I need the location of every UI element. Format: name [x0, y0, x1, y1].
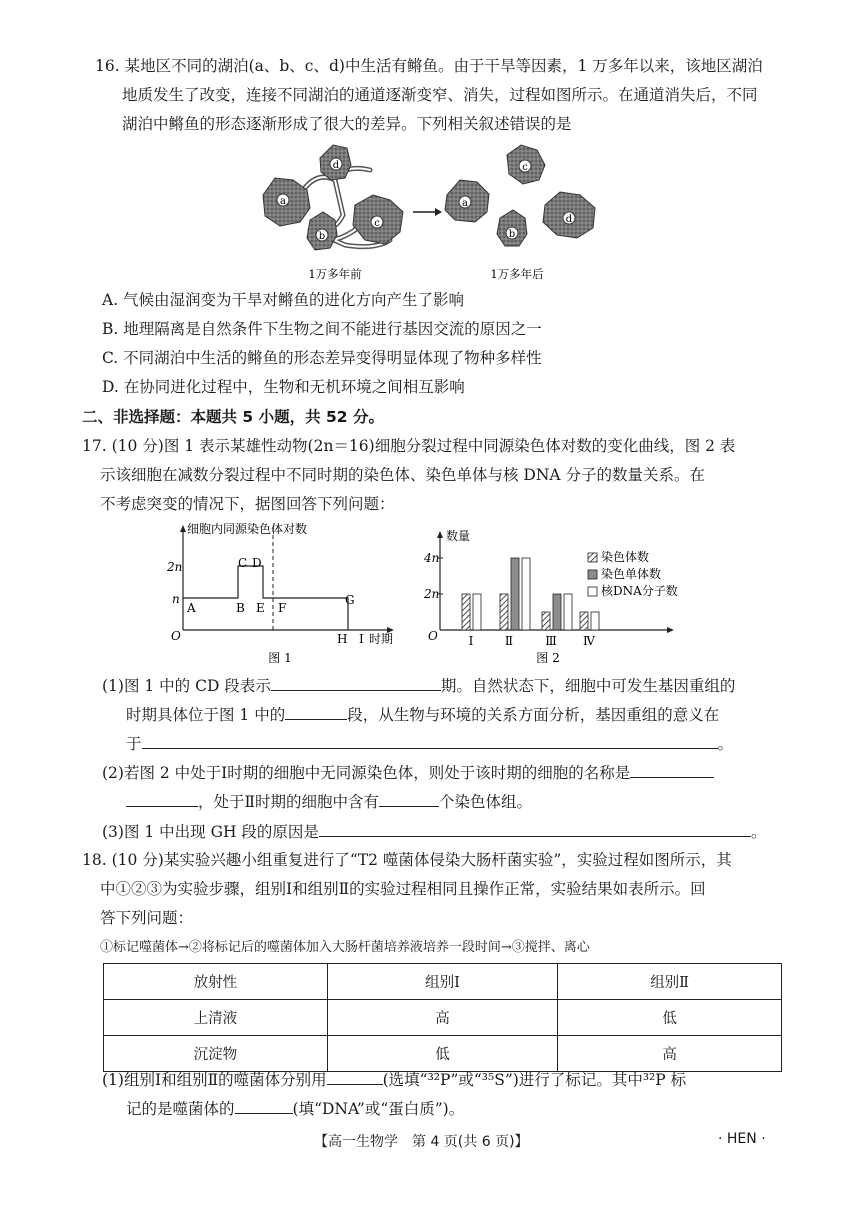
bar-group — [462, 558, 599, 630]
answer-blank[interactable] — [379, 788, 439, 807]
category-label: Ⅳ — [583, 634, 595, 648]
q16-option-c: C. 不同湖泊中生活的鳉鱼的形态差异变得明显体现了物种多样性 — [102, 349, 542, 367]
table-cell: 上清液 — [104, 1000, 328, 1036]
answer-blank[interactable] — [142, 730, 718, 749]
q17-sub2-line1 — [102, 759, 714, 786]
origin-label: O — [171, 629, 181, 643]
bar — [511, 558, 519, 630]
q18-sub1-line2 — [126, 1095, 464, 1122]
fig1-xlabel: 时期 — [369, 632, 394, 646]
point-label: I — [359, 632, 364, 646]
answer-blank[interactable] — [126, 788, 198, 807]
bar — [462, 594, 470, 630]
figure-1-chart — [165, 520, 410, 668]
text: ，处于Ⅱ时期的细胞中含有 — [198, 793, 380, 811]
text: 时期具体位于图 1 中的 — [126, 706, 286, 724]
point-label: F — [278, 601, 287, 615]
section-heading: 二、非选择题：本题共 5 小题，共 52 分。 — [82, 408, 384, 426]
q17-sub2-line2 — [126, 788, 532, 815]
tick-2n: 2n — [167, 560, 183, 574]
text: (填“DNA”或“蛋白质”)。 — [292, 1100, 465, 1118]
lake-label: d — [332, 160, 340, 171]
lake-label: d — [565, 214, 573, 225]
bar — [542, 612, 550, 630]
lake-label: c — [522, 162, 528, 173]
text: 个染色体组。 — [439, 793, 533, 811]
legend-swatch — [588, 570, 597, 579]
q18-line-1: 18. (10 分)某实验兴趣小组重复进行了“T2 噬菌体侵染大肠杆菌实验”，实验过程如图所示，其 — [82, 851, 732, 869]
answer-blank[interactable] — [630, 759, 714, 778]
q16-line-3: 湖泊中鳉鱼的形态逐渐形成了很大的差异。下列相关叙述错误的是 — [122, 115, 572, 133]
table-cell: 高 — [558, 1036, 782, 1072]
table-cell: 低 — [327, 1036, 558, 1072]
q18-line-3: 答下列问题： — [100, 909, 194, 927]
q16-option-b: B. 地理隔离是自然条件下生物之间不能进行基因交流的原因之一 — [102, 320, 542, 338]
q17-line-3: 不考虑突变的情况下，据图回答下列问题： — [100, 495, 395, 513]
lake-a-before — [263, 178, 310, 226]
bar — [591, 612, 599, 630]
table-header-cell: 组别Ⅰ — [327, 964, 558, 1000]
figure-2-chart — [420, 528, 695, 668]
point-label: D — [252, 556, 262, 570]
legend-label: 核DNA分子数 — [601, 584, 678, 598]
text: (1)组别Ⅰ和组别Ⅱ的噬菌体分别用 — [102, 1071, 327, 1089]
lake-label: c — [374, 218, 380, 229]
homolog-pair-curve — [183, 566, 348, 630]
point-label: A — [187, 601, 196, 615]
fig2-ylabel: 数量 — [446, 529, 471, 543]
answer-blank[interactable] — [285, 701, 347, 720]
legend-label: 染色单体数 — [601, 567, 662, 581]
bar — [522, 558, 530, 630]
table-header-cell: 放射性 — [104, 964, 328, 1000]
legend-swatch — [588, 587, 597, 596]
answer-blank[interactable] — [271, 672, 441, 691]
bar — [564, 594, 572, 630]
tick-4n: 4n — [424, 551, 440, 565]
point-label: C — [238, 556, 248, 570]
text: (2)若图 2 中处于Ⅰ时期的细胞中无同源染色体，则处于该时期的细胞的名称是 — [102, 764, 631, 782]
tick-n: n — [172, 592, 180, 606]
legend-swatch — [588, 553, 597, 562]
q16-option-d: D. 在协同进化过程中，生物和无机环境之间相互影响 — [102, 378, 465, 396]
q17-sub3 — [102, 818, 766, 845]
lake-a-after — [445, 180, 489, 222]
bar — [553, 594, 561, 630]
q18-sub1-line1 — [102, 1066, 686, 1093]
category-label: Ⅰ — [468, 634, 474, 648]
lake-c-before — [353, 195, 403, 244]
text: (3)图 1 中出现 GH 段的原因是 — [102, 823, 319, 841]
point-label: G — [345, 593, 355, 607]
q18-line-2: 中①②③为实验步骤，组别Ⅰ和组别Ⅱ的实验过程相同且操作正常，实验结果如表所示。回 — [100, 880, 706, 898]
q17-sub1-line3 — [126, 730, 733, 757]
lake-label: b — [508, 229, 516, 240]
table-header-cell: 组别Ⅱ — [558, 964, 782, 1000]
origin-label: O — [428, 629, 438, 643]
lake-d-after — [543, 192, 595, 238]
lake-d-before — [320, 145, 351, 180]
caption-after: 1万多年后 — [490, 267, 544, 281]
table-cell: 沉淀物 — [104, 1036, 328, 1072]
lake-label: a — [280, 196, 286, 207]
legend-label: 染色体数 — [601, 550, 650, 564]
answer-blank[interactable] — [327, 1066, 383, 1085]
footer-page-info: 【高一生物学 第 4 页(共 6 页)】 — [314, 1134, 529, 1150]
text: 期。自然状态下，细胞中可发生基因重组的 — [440, 677, 736, 695]
fig1-caption: 图 1 — [268, 651, 292, 665]
table-cell: 高 — [327, 1000, 558, 1036]
lake-b-after — [497, 210, 527, 246]
text: 。 — [717, 735, 734, 753]
lake-isolation-figure — [255, 140, 605, 285]
table-header-row — [104, 964, 782, 1000]
point-label: E — [256, 601, 265, 615]
answer-blank[interactable] — [235, 1095, 293, 1114]
text: (选填“³²P”或“³⁵S”)进行了标记。其中³²P 标 — [382, 1071, 687, 1089]
tick-2n: 2n — [424, 587, 440, 601]
category-labels — [469, 634, 596, 648]
table-row — [104, 1000, 782, 1036]
q17-sub1-line1 — [102, 672, 735, 699]
text: 。 — [750, 823, 767, 841]
answer-blank[interactable] — [319, 818, 751, 837]
bar — [500, 594, 508, 630]
arrow-icon — [413, 208, 442, 216]
fig2-caption: 图 2 — [536, 651, 560, 665]
point-label: H — [337, 632, 348, 646]
q17-line-2: 示该细胞在减数分裂过程中不同时期的染色体、染色单体与核 DNA 分子的数量关系。在 — [100, 466, 706, 484]
q17-line-1: 17. (10 分)图 1 表示某雄性动物(2n＝16)细胞分裂过程中同源染色体对数的变化曲线，图 2 表 — [82, 437, 736, 455]
result-table — [103, 963, 782, 1072]
text: 段，从生物与环境的关系方面分析，基因重组的意义在 — [347, 706, 720, 724]
q16-line-1: 16. 某地区不同的湖泊(a、b、c、d)中生活有鳉鱼。由于干旱等因素，1 万多年以来，该地区湖泊 — [95, 57, 763, 75]
text: 于 — [126, 735, 142, 753]
q17-sub1-line2 — [126, 701, 719, 728]
bar — [580, 612, 588, 630]
bar — [473, 594, 481, 630]
q16-option-a: A. 气候由湿润变为干旱对鳉鱼的进化方向产生了影响 — [102, 291, 465, 309]
text: 记的是噬菌体的 — [126, 1100, 235, 1118]
table-cell: 低 — [558, 1000, 782, 1036]
q16-line-2: 地质发生了改变，连接不同湖泊的通道逐渐变窄、消失，过程如图所示。在通道消失后，不同 — [122, 86, 758, 104]
category-label: Ⅱ — [504, 634, 514, 648]
text: (1)图 1 中的 CD 段表示 — [102, 677, 271, 695]
lake-b-before — [307, 212, 337, 250]
footer-code: · HEN · — [718, 1131, 766, 1147]
lake-label: a — [462, 198, 468, 209]
fig1-ylabel: 细胞内同源染色体对数 — [187, 522, 308, 536]
lake-c-after — [507, 145, 545, 184]
caption-before: 1万多年前 — [308, 267, 362, 281]
legend — [588, 549, 678, 598]
lake-label: b — [318, 231, 326, 242]
experiment-flow: ①标记噬菌体→②将标记后的噬菌体加入大肠杆菌培养液培养一段时间→③搅拌、离心 — [100, 940, 590, 955]
category-label: Ⅲ — [545, 634, 557, 648]
point-label: B — [236, 601, 245, 615]
